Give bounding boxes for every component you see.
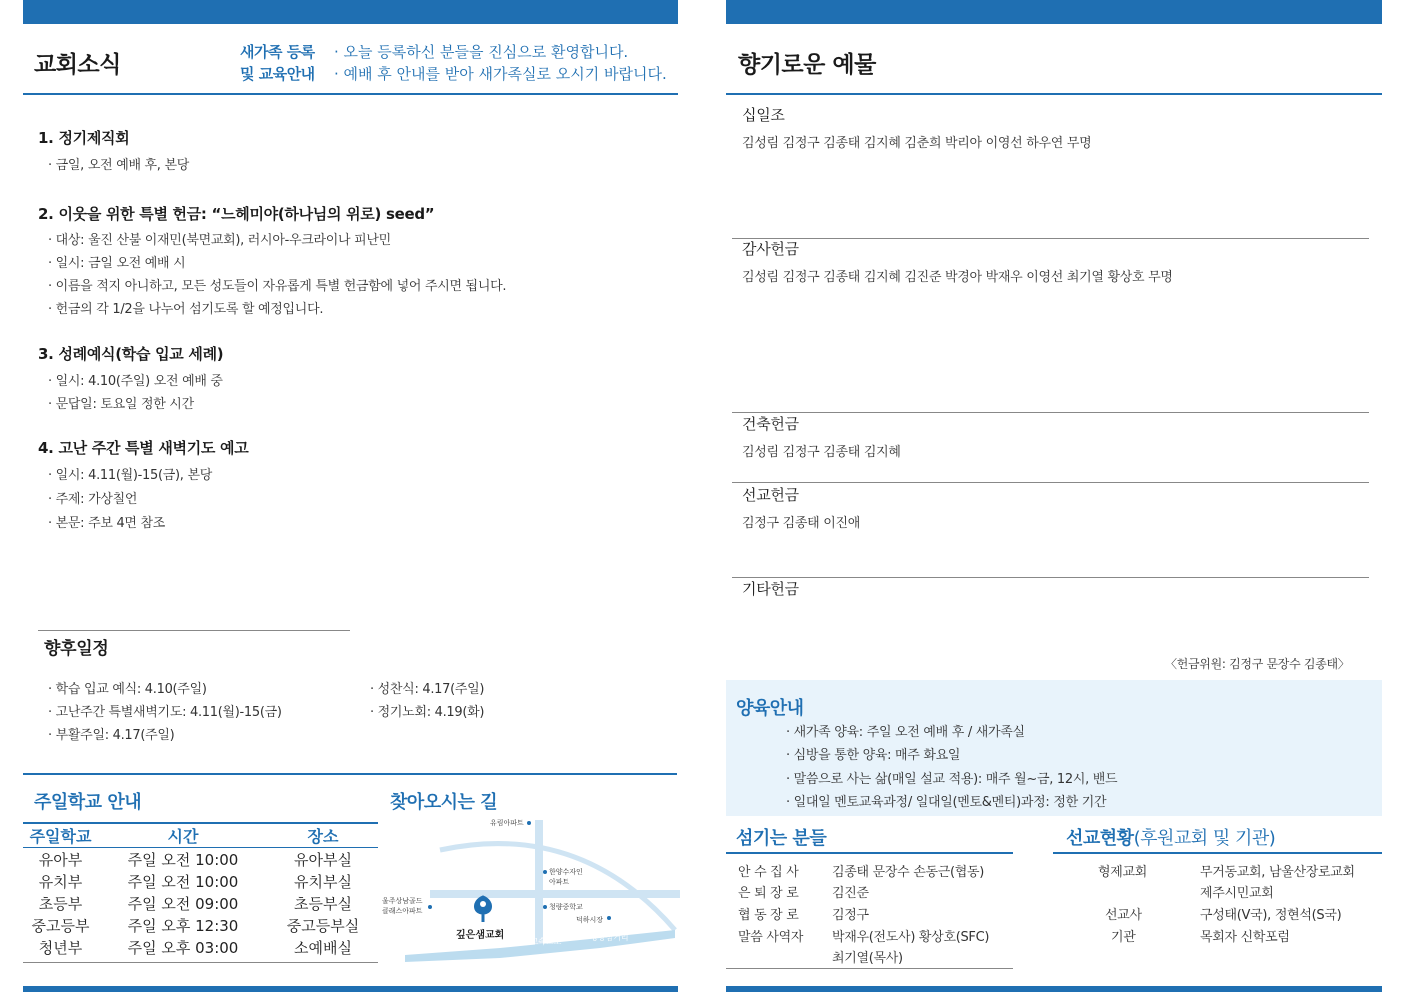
table-cell: 유치부실	[294, 872, 352, 891]
upcoming-item: · 정기노회: 4.19(화)	[370, 705, 485, 720]
church-news-title: 교회소식	[34, 52, 121, 78]
servers-rule	[726, 852, 1013, 854]
nurture-item: · 일대일 멘토교육과정/ 일대일(멘토&멘티)과정: 정한 기간	[786, 795, 1107, 810]
offering-divider	[732, 577, 1369, 578]
table-row	[23, 936, 378, 958]
offering-name: 감사헌금	[742, 240, 799, 258]
mission-type: 기관	[1111, 930, 1136, 945]
missions-title-main: 선교현황	[1066, 828, 1134, 849]
missions-rule	[1053, 852, 1382, 854]
offering-people: 김성림 김정구 김종태 김지혜	[742, 445, 901, 460]
news-item: · 금일, 오전 예배 후, 본당	[48, 158, 189, 173]
newcomer-label-1: 새가족 등록	[240, 43, 315, 61]
news-item: · 일시: 4.11(월)-15(금), 본당	[48, 468, 212, 483]
map-label: 아파트	[549, 878, 570, 886]
schedule-bottom-rule	[23, 962, 378, 963]
table-cell: 주일 오후 03:00	[127, 938, 239, 957]
right-header-rule	[726, 93, 1382, 95]
server-role: 안 수 집 사	[738, 865, 799, 880]
offering-divider	[732, 482, 1369, 483]
sunday-school-title: 주일학교 안내	[34, 792, 142, 813]
servers-title: 섬기는 분들	[736, 828, 827, 849]
news-item: · 대상: 울진 산불 이재민(북면교회), 러시아-우크라이나 피난민	[48, 233, 391, 248]
offering-divider	[732, 412, 1369, 413]
servers-bottom-rule	[726, 968, 1013, 969]
missions-title	[1066, 824, 1275, 850]
map-dot	[543, 870, 547, 874]
nurture-title: 양육안내	[736, 698, 804, 719]
offering-people: 김성림 김정구 김종태 김지혜 김춘희 박리아 이영선 하우연 무명	[742, 136, 1092, 151]
table-row	[23, 892, 378, 914]
col-header: 시간	[167, 827, 199, 846]
table-cell: 청년부	[38, 938, 83, 957]
news-item: · 이름을 적지 아니하고, 모든 성도들이 자유롭게 특별 헌금함에 넣어 주시면 됩니다.	[48, 279, 507, 294]
map-label: 울산고속도로	[515, 937, 562, 946]
sunday-school-table	[23, 824, 378, 958]
table-cell: 초등부	[38, 894, 83, 913]
map-label: 깊은샘교회	[456, 930, 505, 941]
news-item: · 헌금의 각 1/2을 나누어 섬기도록 할 예정입니다.	[48, 302, 324, 317]
server-names: 최기열(목사)	[832, 951, 903, 966]
news-item: · 문답일: 토요일 정한 시간	[48, 397, 194, 412]
map-road-horizontal	[430, 890, 680, 898]
map-label: 덕하시장	[576, 916, 604, 924]
news-item: · 본문: 주보 4면 참조	[48, 516, 166, 531]
server-names: 김종태 문장수 손동근(협동)	[832, 865, 985, 880]
top-bar-right	[726, 0, 1382, 24]
table-cell: 유치부	[38, 872, 83, 891]
server-role: 협 동 장 로	[738, 908, 799, 923]
news-head-2: 2. 이웃을 위한 특별 헌금: “느헤미야(하나님의 위로) seed”	[38, 205, 435, 223]
nurture-item: · 말씀으로 사는 삶(매일 설교 적용): 매주 월~금, 12시, 밴드	[786, 772, 1118, 787]
server-names: 김정구	[832, 908, 869, 923]
col-header: 장소	[307, 827, 339, 846]
news-item: · 일시: 금일 오전 예배 시	[48, 256, 186, 271]
newcomer-line-1: · 오늘 등록하신 분들을 진심으로 환영합니다.	[334, 43, 629, 61]
offering-name: 선교헌금	[742, 486, 799, 504]
offering-name: 건축헌금	[742, 415, 799, 433]
table-row	[23, 848, 378, 870]
upcoming-item: · 성찬식: 4.17(주일)	[370, 682, 485, 697]
map-label: 청량중학교	[549, 903, 583, 911]
server-role: 은 퇴 장 로	[738, 886, 799, 901]
map-label: 울주상남골드	[382, 897, 423, 905]
table-cell: 유아부실	[294, 850, 352, 869]
table-cell: 소예배실	[294, 938, 352, 957]
mission-names: 제주시민교회	[1200, 886, 1274, 901]
mission-names: 구성태(V국), 정현석(S국)	[1200, 908, 1342, 923]
map-label: 청량삼거리	[590, 933, 629, 942]
map-dot	[527, 821, 531, 825]
map-dot	[428, 905, 432, 909]
map-dot	[543, 905, 547, 909]
map-label: 클래스아파트	[382, 907, 423, 915]
mission-names: 목회자 신학포럼	[1200, 930, 1290, 945]
map-road-vertical	[535, 820, 543, 950]
nurture-item: · 심방을 통한 양육: 매주 화요일	[786, 748, 961, 763]
left-header-rule	[23, 93, 678, 95]
news-head-3: 3. 성례예식(학습 입교 세례)	[38, 345, 224, 363]
table-cell: 초등부실	[294, 894, 352, 913]
bottom-bar-right	[726, 986, 1382, 992]
bottom-bar-left	[23, 986, 678, 992]
table-cell: 중고등부실	[286, 916, 360, 935]
offering-title: 향기로운 예물	[738, 52, 876, 78]
col-header: 주일학교	[29, 827, 92, 846]
news-item: · 일시: 4.10(주일) 오전 예배 중	[48, 374, 223, 389]
table-row	[23, 870, 378, 892]
location-pin-icon	[476, 897, 491, 922]
nurture-item: · 새가족 양육: 주일 오전 예배 후 / 새가족실	[786, 725, 1025, 740]
newcomer-line-2: · 예배 후 안내를 받아 새가족실로 오시기 바랍니다.	[334, 65, 667, 83]
top-bar-left	[23, 0, 678, 24]
table-cell: 주일 오전 10:00	[127, 872, 239, 891]
upcoming-title: 향후일정	[44, 639, 109, 659]
directions-map	[380, 810, 680, 970]
news-head-1: 1. 정기제직회	[38, 129, 130, 147]
upcoming-item: · 학습 입교 예식: 4.10(주일)	[48, 682, 207, 697]
location-pin-center-icon	[480, 901, 486, 907]
offering-people: 김정구 김종태 이진애	[742, 516, 860, 531]
mission-type: 형제교회	[1098, 865, 1148, 880]
map-dot	[607, 916, 611, 920]
mission-type: 선교사	[1105, 908, 1142, 923]
bottom-section-rule	[23, 773, 677, 775]
map-label: 한양수자인	[549, 868, 583, 876]
table-cell: 유아부	[38, 850, 83, 869]
offering-name: 십일조	[742, 106, 785, 124]
offering-divider	[732, 238, 1369, 239]
table-cell: 주일 오전 10:00	[127, 850, 239, 869]
table-cell: 주일 오전 09:00	[127, 894, 239, 913]
table-cell: 주일 오후 12:30	[127, 916, 239, 935]
news-item: · 주제: 가상칠언	[48, 492, 138, 507]
upcoming-item: · 고난주간 특별새벽기도: 4.11(월)-15(금)	[48, 705, 282, 720]
upcoming-rule	[38, 630, 350, 631]
newcomer-label-2: 및 교육안내	[240, 65, 315, 83]
table-cell: 중고등부	[31, 916, 90, 935]
mission-names: 무거동교회, 남울산장로교회	[1200, 865, 1355, 880]
offering-people: 김성림 김정구 김종태 김지혜 김진준 박경아 박재우 이영선 최기열 황상호 무명	[742, 270, 1173, 285]
server-role: 말씀 사역자	[738, 930, 804, 945]
offering-name: 기타헌금	[742, 580, 799, 598]
directions-title: 찾아오시는 길	[390, 792, 498, 813]
server-names: 김진준	[832, 886, 869, 901]
upcoming-item: · 부활주일: 4.17(주일)	[48, 728, 175, 743]
server-names: 박재우(전도사) 황상호(SFC)	[832, 930, 990, 945]
map-label: 유림아파트	[490, 819, 524, 827]
news-head-4: 4. 고난 주간 특별 새벽기도 예고	[38, 439, 249, 457]
missions-title-sub: (후원교회 및 기관)	[1133, 828, 1276, 849]
offering-committee: 〈헌금위원: 김정구 문장수 김종태〉	[1165, 657, 1350, 671]
table-row	[23, 914, 378, 936]
